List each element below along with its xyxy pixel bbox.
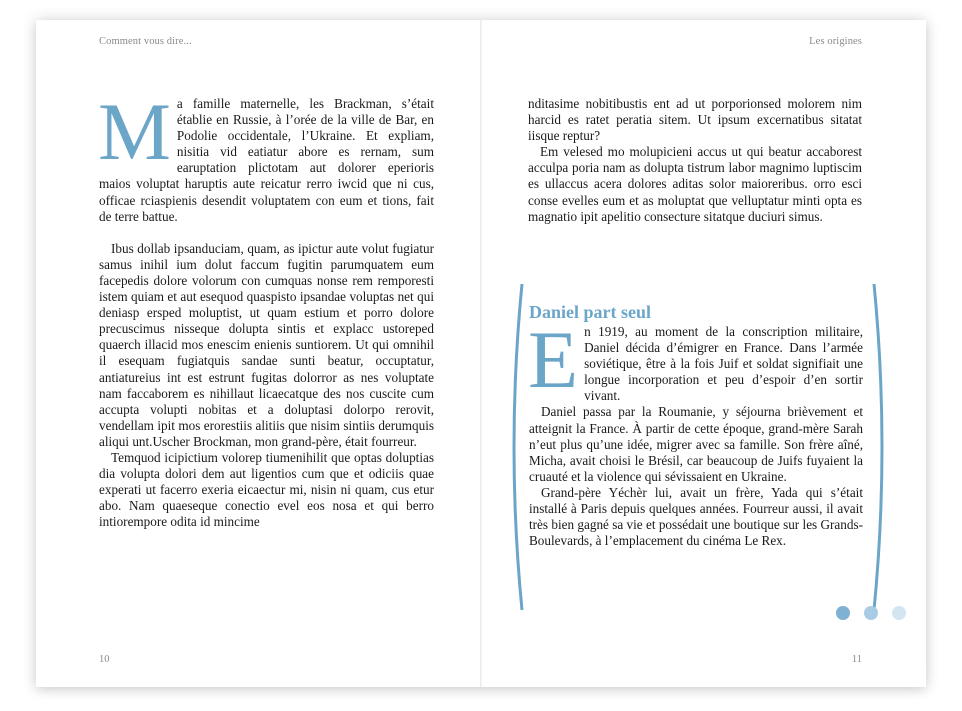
running-head-right: Les origines (809, 36, 862, 47)
page-number-left: 10 (99, 654, 110, 665)
left-bracket-curve (514, 284, 522, 610)
boxout-body (528, 314, 863, 549)
boxout-paragraph-2: Daniel passa par la Roumanie, y séjourna brièvement et atteignit la France. À partir de cette époque, grand-mère Sarah n’eut plus qu’une idée, migrer avec sa famille. Son frère aîné, Micha, avait choisi le Brésil, car beaucoup de Juifs fuyaient la cruauté et la violence qui sévissaient en Ukraine. (529, 404, 863, 484)
right-body-text (528, 96, 862, 225)
right-page (482, 20, 926, 687)
dot-icon-3 (892, 606, 906, 620)
page-number-right: 11 (851, 654, 862, 665)
book-spread (36, 20, 926, 687)
left-paragraph-2: Ibus dollab ipsanduciam, quam, as ipictur aute volut fugiatur samus inihil ium dolut faccum fugitin parumquatem eum facepedis dolore volorum con cumquas nonse rem remporesti istem quiam et aut esequod quaspisto ipsandae voluptas net qui deniasp ersped moluptist, ut quam estium et porro dolore precuscimus nisseque dolupta sintis et explacc ustoreped quaerch illacid mos enescim enienis suntiorem. Ut qui omnihil il esequam fugiatquis sandae sunti beatur, occuptatur, antiatureius int est estrunt fugitas dolorror as nes voluptate nam faccaborem es nihillaut licaecatque des nos cuscite cum accupta volupti nobitas et a doluptasi dolorpo rerovit, vendellam ipit mos erorestiis alitiis que nisim sintiis derumquis aliqui unt.Uscher Brockman, mon grand-père, était fourreur. (99, 240, 434, 449)
left-body-text (98, 86, 434, 530)
left-page (36, 20, 480, 687)
left-paragraph-3: Temquod icipictium volorep tiumenihilit que optas doluptias dia volupta dolori dem aut ligentios cum que et odiciis quae experati ut facerro exeria eicaectur mi, nisin ni quam, cus etur abo. Nam quaeseque conectio evel eos nosa et qui berro intiorempore odita id mincime (99, 449, 434, 530)
dot-icon-1 (836, 606, 850, 620)
dot-icon-2 (864, 606, 878, 620)
dropcap-m: M (98, 86, 171, 177)
right-paragraph-1: nditasime nobitibustis ent ad ut porporionsed molorem nim harcid es ratet peratia sitem. Ut ipsum excernatibus sitatat iisque reptur? (528, 96, 862, 144)
running-head-left: Comment vous dire... (99, 36, 192, 47)
sidebar-boxout (512, 282, 884, 612)
boxout-paragraph-1: En 1919, au moment de la conscription militaire, Daniel décida d’émigrer en France. Dans l’armée soviétique, être à la fois Juif et soldat signifiait une longue incorporation et peu d’espoir d’en sortir vivant. (528, 314, 863, 405)
dropcap-e: E (528, 314, 579, 405)
decorative-dots (836, 606, 906, 620)
right-paragraph-2: Em velesed mo molupicieni accus ut qui beatur accaborest acculpa poria nam as dolupta tistrum labor magnimo luptiscim es ullaccus acera dolores aditas solor maioreribus. orro esci conse evelles eum et as moluptat que velluptatur minti opta es magnatio ipit apelitio consecture sitatque duciuri simus. (528, 144, 862, 224)
boxout-title: Daniel part seul (529, 302, 652, 322)
left-paragraph-1: Ma famille maternelle, les Brackman, s’était établie en Russie, à l’orée de la ville de Bar, en Podolie occidentale, l’Ukraine. Et expliam, nisitia vid eatiatur abore es rernam, sum earuptation plictotam aut dolorer eperioris maios voluptat haruptis aute reicatur rerro iwcid que ni cus, officae rciaspienis desendit voluptatem con eum et tions, fait de terre battue. (98, 86, 434, 224)
boxout-paragraph-3: Grand-père Yéchèr lui, avait un frère, Yada qui s’était installé à Paris depuis quelques années. Fourreur aussi, il avait très bien gagné sa vie et possédait une boutique sur les Grands-Boulevards, à l’emplacement du cinéma Le Rex. (529, 484, 863, 549)
right-bracket-curve (874, 284, 882, 610)
